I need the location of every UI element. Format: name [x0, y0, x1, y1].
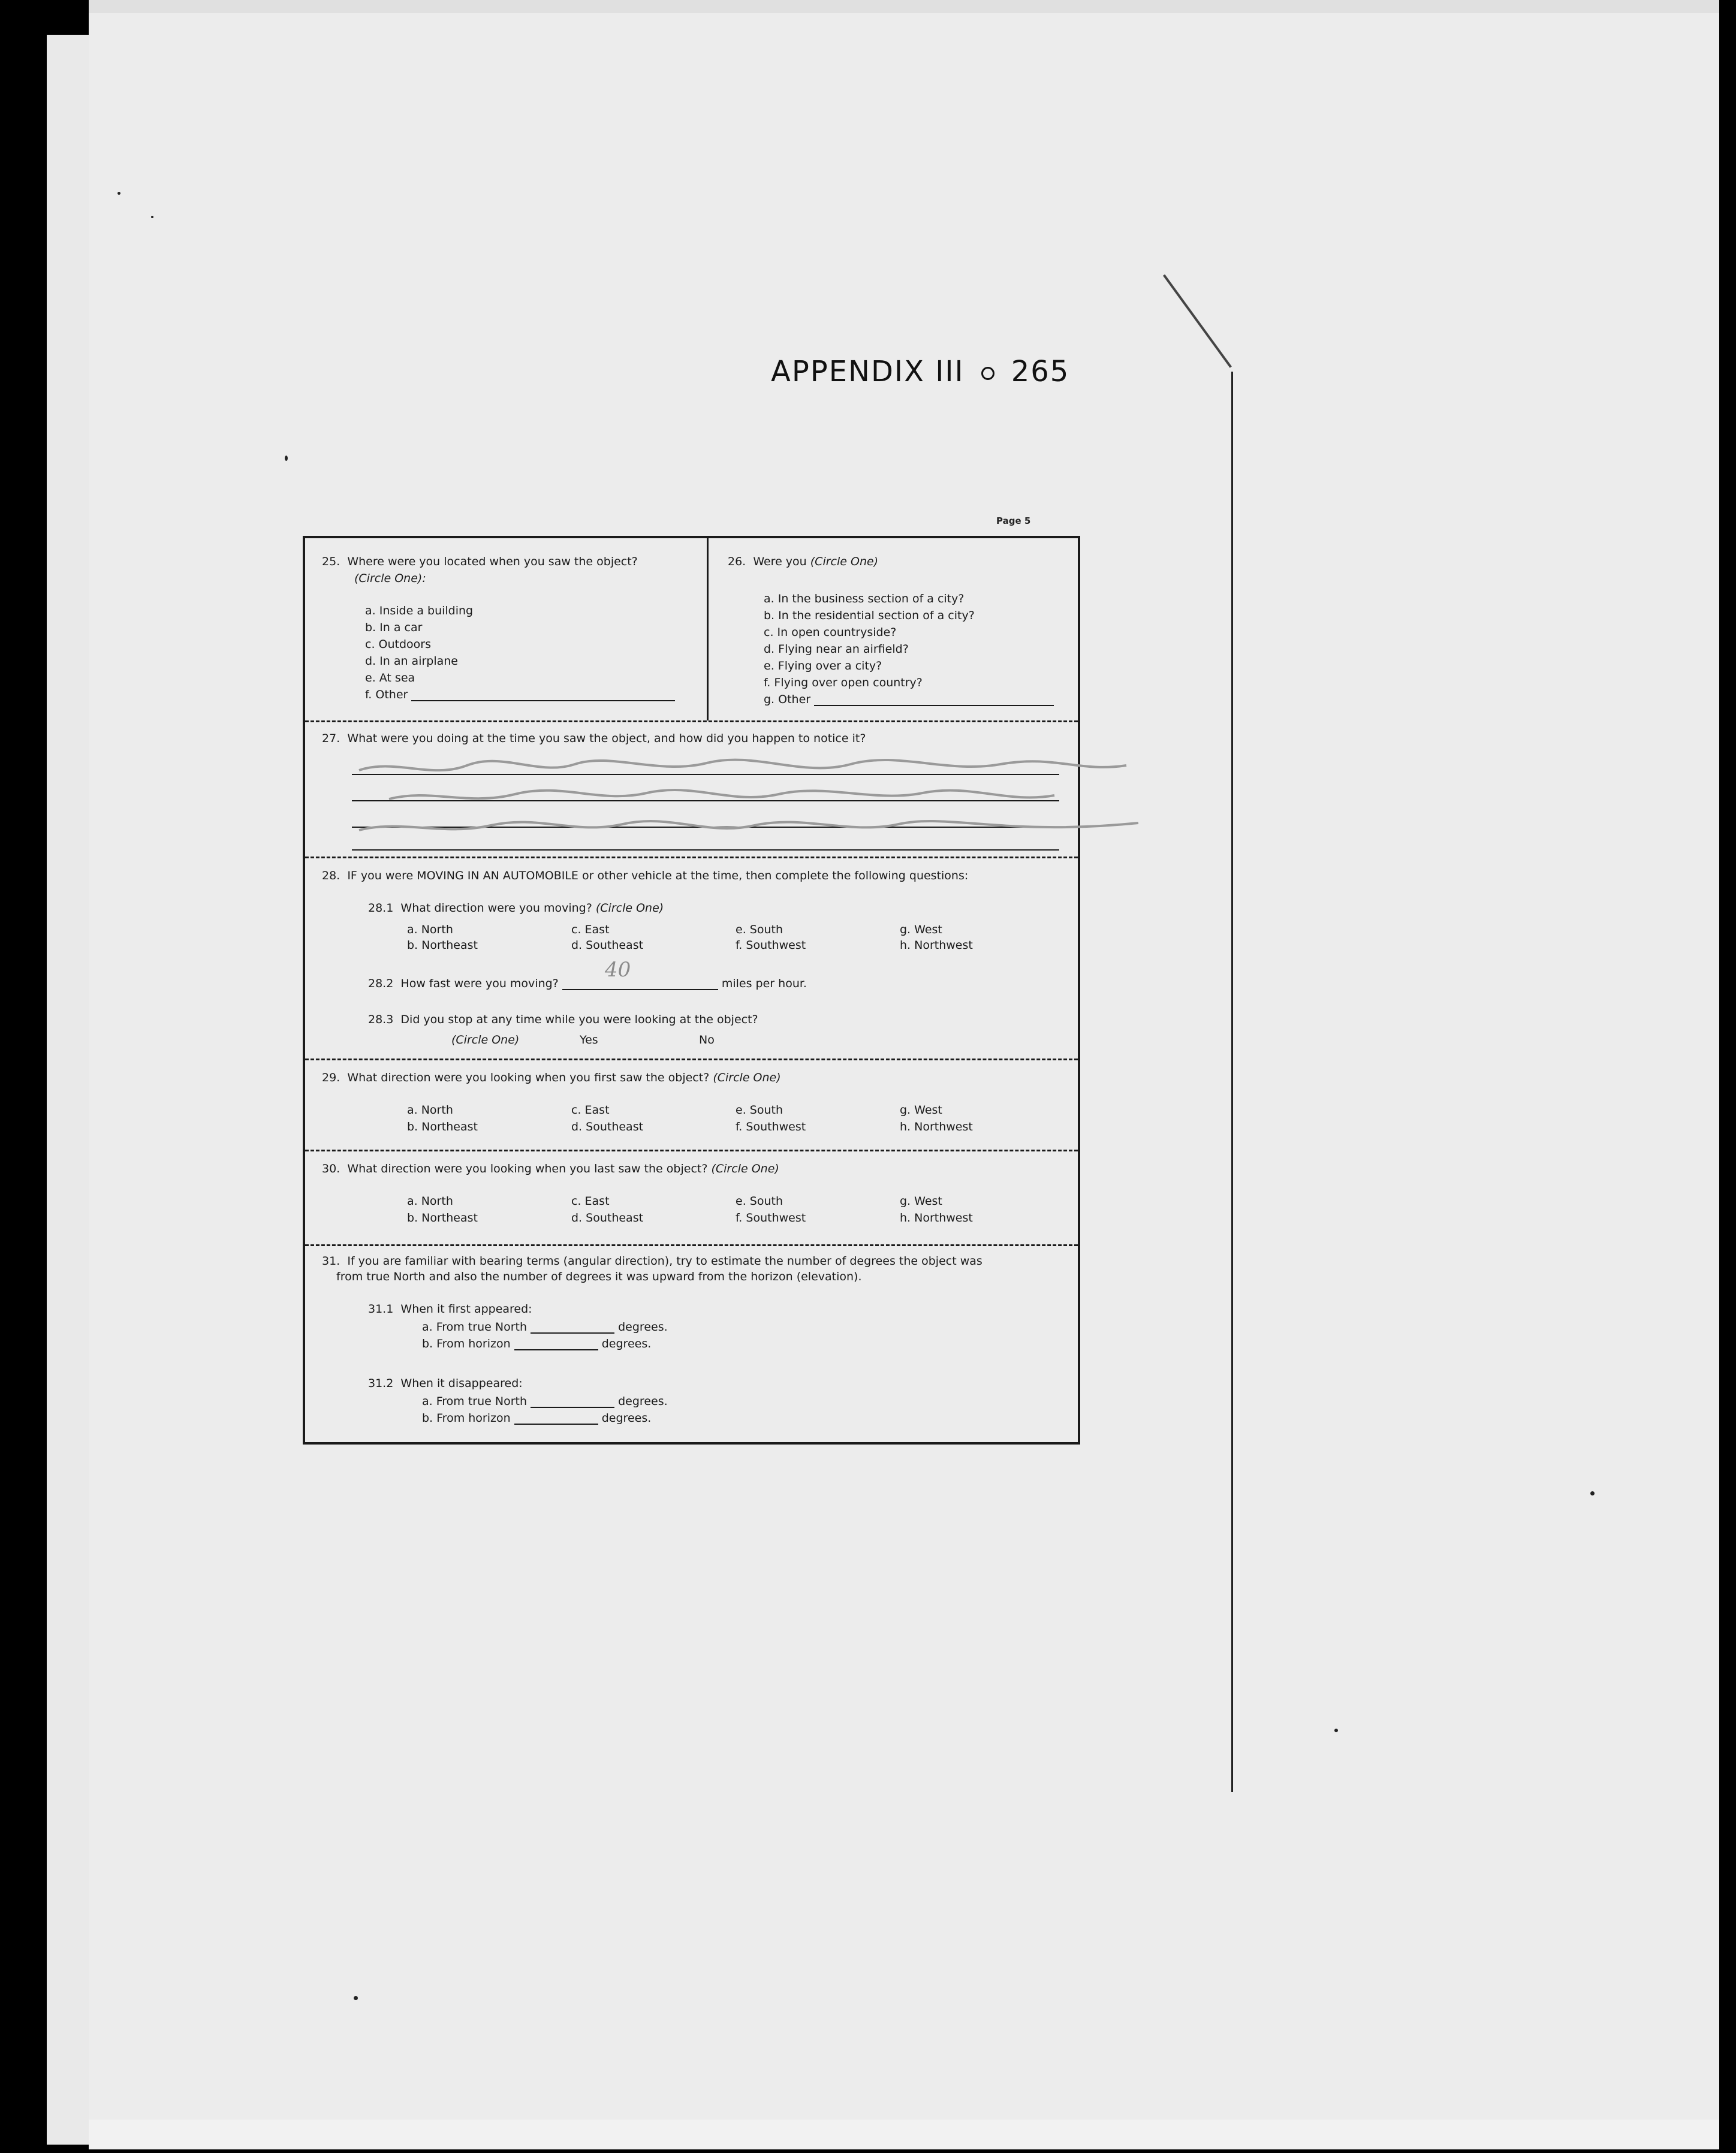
q31-1-a-line[interactable]: [531, 1332, 614, 1334]
section-27: [305, 722, 1078, 858]
q26-option-b[interactable]: b. In the residential section of a city?: [764, 609, 975, 622]
dust-speck: [151, 216, 153, 218]
q26-option-c[interactable]: c. In open countryside?: [764, 626, 897, 639]
q28-1-option-h[interactable]: h. Northwest: [900, 939, 973, 952]
q25-option-b[interactable]: b. In a car: [365, 621, 423, 634]
q29-option-f[interactable]: f. Southwest: [736, 1120, 806, 1133]
q28-1-option-e[interactable]: e. South: [736, 923, 783, 936]
q26-option-f[interactable]: f. Flying over open country?: [764, 676, 923, 689]
q31-text-line1: 31. If you are familiar with bearing terms (angular direction), try to estimate the number of degrees the object was: [322, 1255, 982, 1268]
q31-1-b: b. From horizon degrees.: [422, 1337, 652, 1350]
q31-2-b-line[interactable]: [514, 1424, 598, 1425]
q29-option-e[interactable]: e. South: [736, 1103, 783, 1117]
q27-text: 27. What were you doing at the time you saw the object, and how did you happen to notice it?: [322, 732, 866, 745]
q26-option-d[interactable]: d. Flying near an airfield?: [764, 643, 909, 656]
q28-2-text: 28.2 How fast were you moving? miles per hour.: [368, 977, 807, 990]
dust-speck: [117, 192, 120, 195]
q25-option-f[interactable]: f. Other: [365, 688, 675, 701]
dust-speck: [1334, 1729, 1338, 1732]
running-head-page-number: 265: [1011, 355, 1070, 388]
q30-option-d[interactable]: d. Southeast: [571, 1211, 644, 1225]
q28-1-option-b[interactable]: b. Northeast: [407, 939, 478, 952]
q30-option-h[interactable]: h. Northwest: [900, 1211, 973, 1225]
q28-1-option-g[interactable]: g. West: [900, 923, 942, 936]
q25-other-line[interactable]: [411, 700, 675, 701]
q29-option-b[interactable]: b. Northeast: [407, 1120, 478, 1133]
q25-option-d[interactable]: d. In an airplane: [365, 655, 458, 668]
q31-text-line2: from true North and also the number of degrees it was upward from the horizon (elevation).: [336, 1270, 862, 1283]
dust-speck: [354, 1996, 358, 2000]
q30-text: 30. What direction were you looking when you last saw the object? (Circle One): [322, 1162, 779, 1175]
q25-option-c[interactable]: c. Outdoors: [365, 638, 431, 651]
q29-option-c[interactable]: c. East: [571, 1103, 610, 1117]
q26-option-a[interactable]: a. In the business section of a city?: [764, 592, 965, 605]
q30-option-e[interactable]: e. South: [736, 1195, 783, 1208]
q27-handwritten-answer: [347, 746, 1144, 860]
q28-1-text: 28.1 What direction were you moving? (Circle One): [368, 901, 664, 915]
q29-option-h[interactable]: h. Northwest: [900, 1120, 973, 1133]
section-25-26: [305, 538, 1078, 722]
q26-other-line[interactable]: [814, 705, 1054, 706]
section-29: [305, 1060, 1078, 1151]
q31-2-a-line[interactable]: [531, 1407, 614, 1408]
q28-2-handwritten-speed: 40: [605, 958, 631, 982]
q25-instruction: (Circle One):: [354, 572, 426, 585]
page-margin-line: [1231, 372, 1233, 1792]
bottom-strip: [89, 2119, 1719, 2149]
q30-option-a[interactable]: a. North: [407, 1195, 453, 1208]
handwriting-stroke: [389, 790, 1054, 799]
q28-3-text: 28.3 Did you stop at any time while you were looking at the object?: [368, 1013, 758, 1026]
q30-option-c[interactable]: c. East: [571, 1195, 610, 1208]
q28-1-option-c[interactable]: c. East: [571, 923, 610, 936]
handwriting-stroke: [359, 760, 1126, 771]
q28-2-speed-line[interactable]: [562, 989, 718, 990]
q26-option-g[interactable]: g. Other: [764, 693, 1054, 706]
q25-text: 25. Where were you located when you saw the object?: [322, 555, 638, 568]
q31-2-text: 31.2 When it disappeared:: [368, 1377, 523, 1390]
questionnaire-form: [303, 536, 1080, 1445]
q29-option-a[interactable]: a. North: [407, 1103, 453, 1117]
dust-speck: [285, 456, 288, 461]
q31-1-text: 31.1 When it first appeared:: [368, 1302, 532, 1316]
section-28: [305, 858, 1078, 1060]
q29-option-g[interactable]: g. West: [900, 1103, 942, 1117]
q31-2-a: a. From true North degrees.: [422, 1395, 668, 1408]
q25-option-a[interactable]: a. Inside a building: [365, 604, 474, 617]
q29-option-d[interactable]: d. Southeast: [571, 1120, 644, 1133]
q31-2-b: b. From horizon degrees.: [422, 1412, 652, 1425]
q29-text: 29. What direction were you looking when you first saw the object? (Circle One): [322, 1071, 781, 1084]
q28-3-no[interactable]: No: [699, 1033, 715, 1047]
page-top-edge: [89, 0, 1719, 13]
q28-3-yes[interactable]: Yes: [580, 1033, 598, 1047]
column-divider: [707, 538, 709, 720]
section-30: [305, 1151, 1078, 1246]
q26-option-e[interactable]: e. Flying over a city?: [764, 659, 882, 673]
q25-option-e[interactable]: e. At sea: [365, 671, 415, 685]
q31-1-b-line[interactable]: [514, 1349, 598, 1350]
q30-option-b[interactable]: b. Northeast: [407, 1211, 478, 1225]
running-head: [771, 355, 1069, 388]
q28-1-option-a[interactable]: a. North: [407, 923, 453, 936]
q28-3-instruction: (Circle One): [451, 1033, 520, 1047]
q31-1-a: a. From true North degrees.: [422, 1320, 668, 1334]
section-31: [305, 1246, 1078, 1444]
form-page-label: Page 5: [996, 515, 1031, 526]
dust-speck: [1590, 1491, 1595, 1495]
q28-text: 28. IF you were MOVING IN AN AUTOMOBILE or other vehicle at the time, then complete the following questions:: [322, 869, 969, 882]
q28-1-option-d[interactable]: d. Southeast: [571, 939, 644, 952]
q26-text: 26. Were you (Circle One): [728, 555, 879, 568]
q28-1-option-f[interactable]: f. Southwest: [736, 939, 806, 952]
running-head-title: APPENDIX III: [771, 355, 965, 388]
q30-option-f[interactable]: f. Southwest: [736, 1211, 806, 1225]
q30-option-g[interactable]: g. West: [900, 1195, 942, 1208]
circle-separator-icon: [981, 367, 994, 380]
handwriting-stroke: [359, 821, 1138, 830]
